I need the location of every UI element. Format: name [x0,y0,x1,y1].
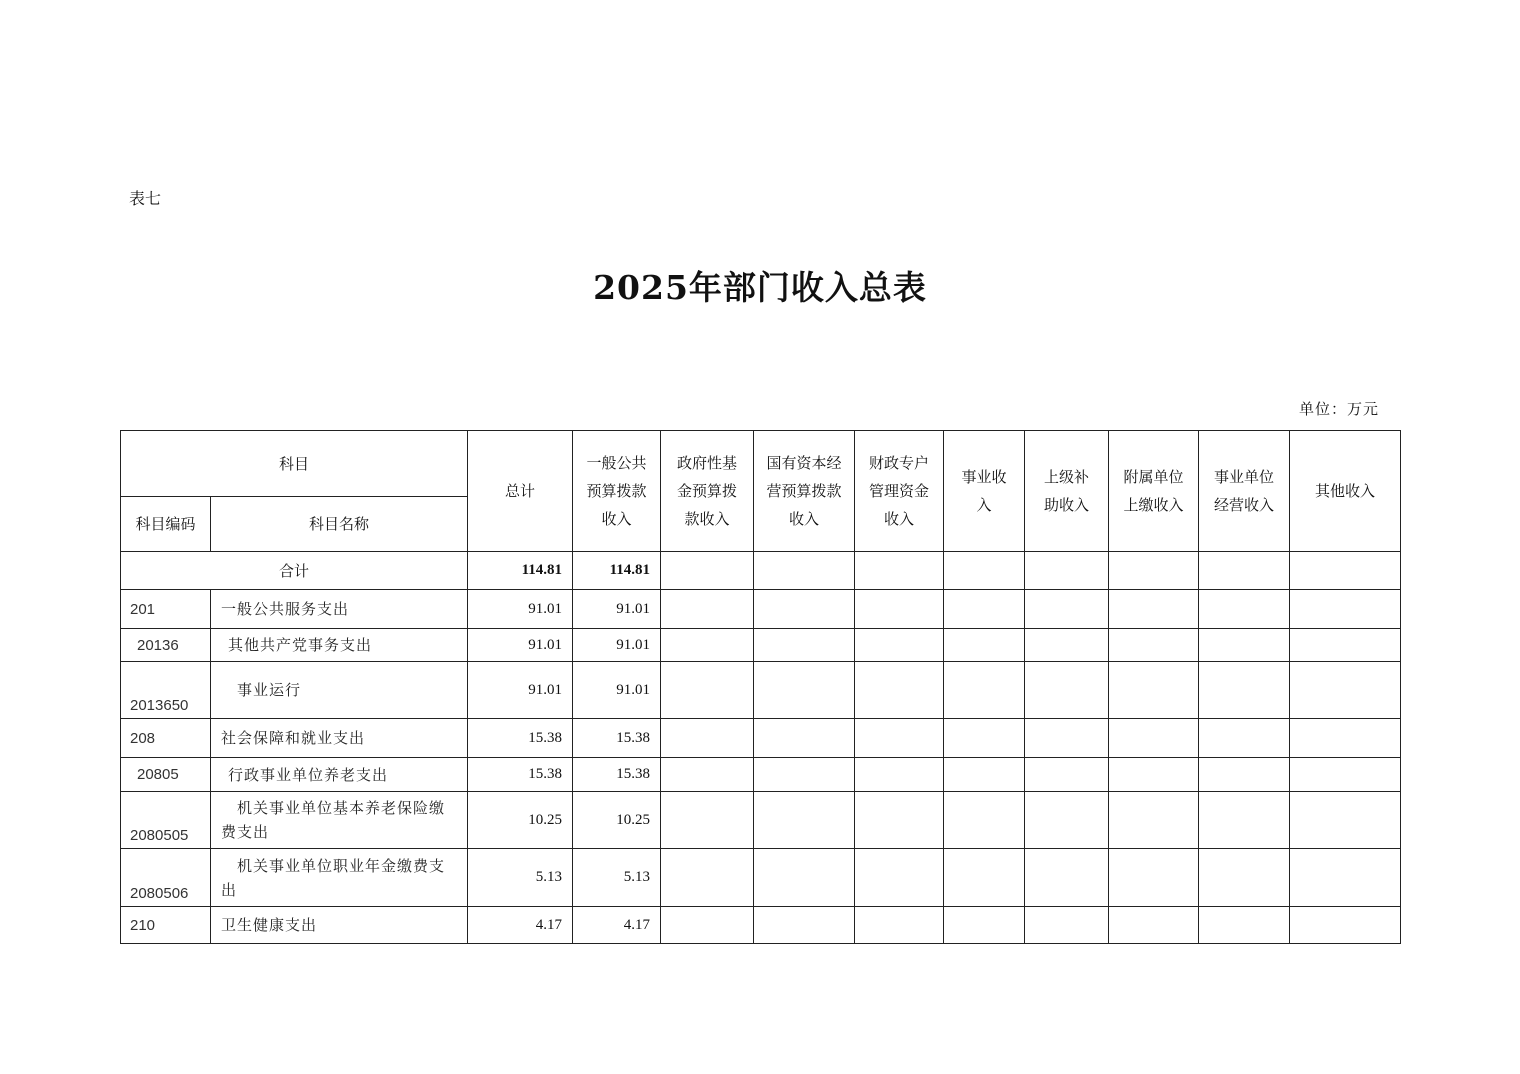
row-code: 20805 [121,758,211,792]
table-number-label: 表七 [129,189,162,208]
row-general-budget: 91.01 [573,629,661,662]
row-total: 15.38 [468,719,573,758]
row-code: 20136 [121,629,211,662]
income-summary-table [120,430,1401,944]
header-superior-subsidy: 上级补 助收入 [1025,431,1109,552]
row-general-budget: 10.25 [573,792,661,849]
header-subject-name: 科目名称 [211,497,468,552]
row-total: 15.38 [468,758,573,792]
total-row [121,552,1401,590]
header-subject-code: 科目编码 [121,497,211,552]
header-gov-fund: 政府性基 金预算拨 款收入 [661,431,754,552]
row-code: 210 [121,907,211,944]
row-total: 91.01 [468,662,573,719]
table-row [121,590,1401,629]
row-general-budget: 15.38 [573,758,661,792]
header-affiliated-units: 附属单位 上缴收入 [1109,431,1199,552]
header-subject: 科目 [121,431,468,497]
header-fiscal-special: 财政专户 管理资金 收入 [855,431,944,552]
row-total: 91.01 [468,629,573,662]
row-general-budget: 5.13 [573,849,661,907]
row-name: 事业运行 [211,662,468,719]
row-total: 5.13 [468,849,573,907]
header-state-capital: 国有资本经 营预算拨款 收入 [754,431,855,552]
header-general-budget: 一般公共 预算拨款 收入 [573,431,661,552]
header-other-income: 其他收入 [1290,431,1401,552]
total-label: 合计 [121,552,468,590]
row-name: 行政事业单位养老支出 [211,758,468,792]
row-code: 2080506 [121,849,211,907]
row-name: 机关事业单位基本养老保险缴费支出 [211,792,468,849]
header-business-operation: 事业单位 经营收入 [1199,431,1290,552]
header-total: 总计 [468,431,573,552]
row-total: 10.25 [468,792,573,849]
table-row [121,792,1401,849]
table-row [121,719,1401,758]
page-title: 2025年部门收入总表 [593,268,927,307]
row-code: 201 [121,590,211,629]
total-cell: 114.81 [468,552,573,590]
unit-label: 单位：万元 [1299,400,1380,418]
row-total: 91.01 [468,590,573,629]
row-name: 一般公共服务支出 [211,590,468,629]
table-row [121,662,1401,719]
table-row [121,629,1401,662]
table-row [121,907,1401,944]
row-name: 社会保障和就业支出 [211,719,468,758]
row-general-budget: 91.01 [573,662,661,719]
row-general-budget: 4.17 [573,907,661,944]
row-code: 2080505 [121,792,211,849]
header-row-1 [121,431,1401,497]
row-name: 机关事业单位职业年金缴费支出 [211,849,468,907]
row-total: 4.17 [468,907,573,944]
row-code: 208 [121,719,211,758]
row-name: 卫生健康支出 [211,907,468,944]
header-business-income: 事业收 入 [944,431,1025,552]
table-row [121,849,1401,907]
table-row [121,758,1401,792]
row-code: 2013650 [121,662,211,719]
row-general-budget: 15.38 [573,719,661,758]
row-general-budget: 91.01 [573,590,661,629]
row-name: 其他共产党事务支出 [211,629,468,662]
general-budget-cell: 114.81 [573,552,661,590]
